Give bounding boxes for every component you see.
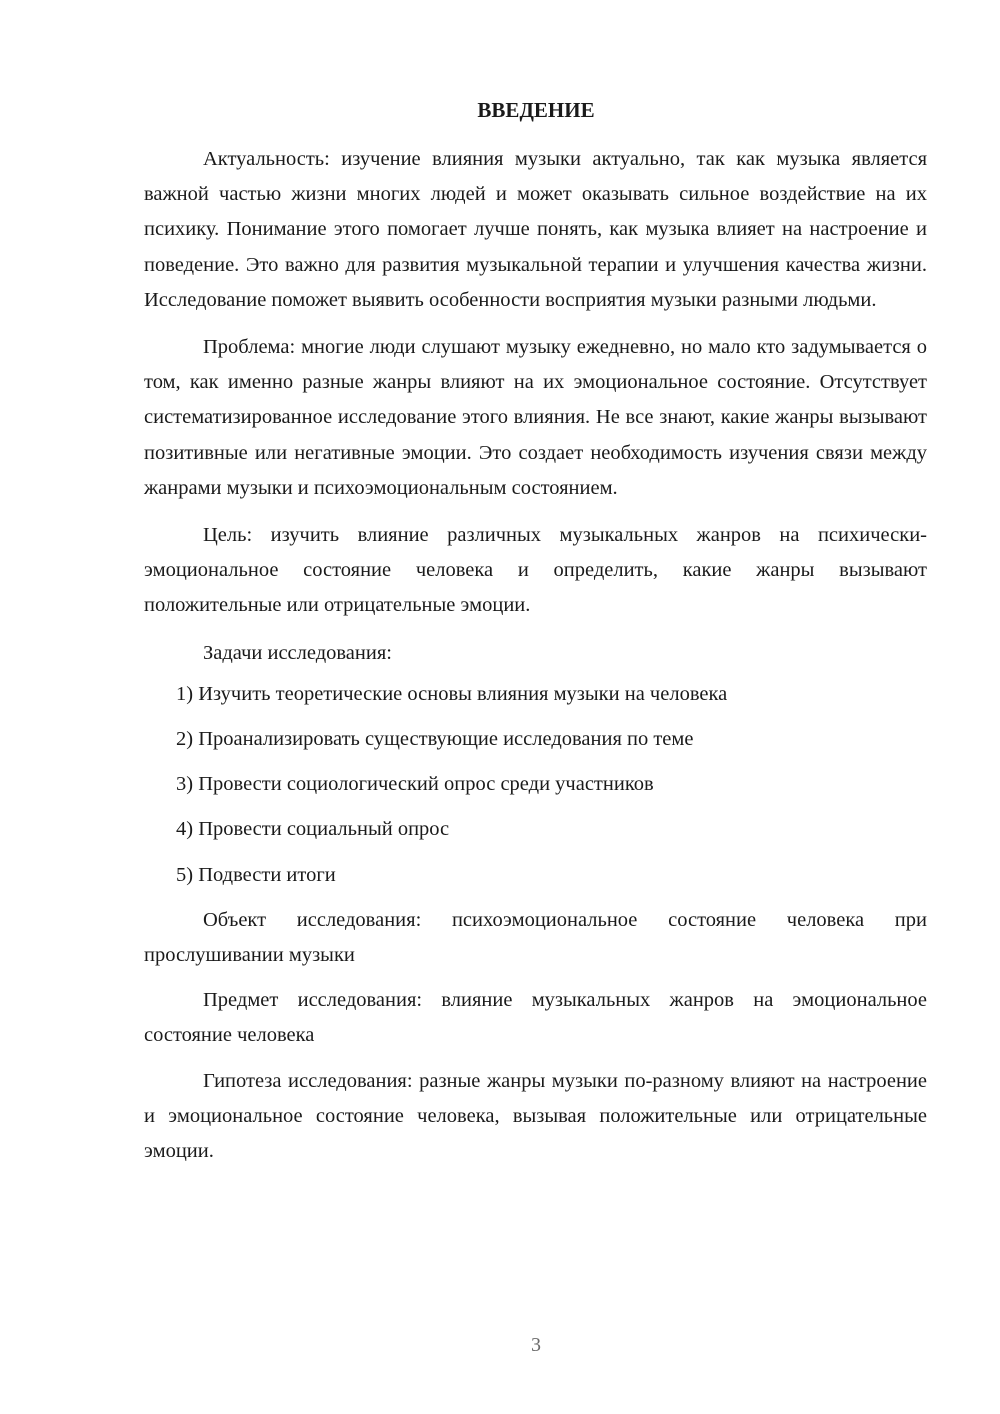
problem-paragraph: Проблема: многие люди слушают музыку ежедневно, но мало кто задумывается о том, как именно разные жанры влияют на их эмоциональное состояние. Отсутствует систематизированное исследование этого влияния. Не все знают, какие жанры вызывают позитивные или негативные эмоции. Это создает необходимость изучения связи между жанрами музыки и психоэмоциональным состоянием.: [144, 336, 927, 499]
list-item: 5) Подвести итоги: [176, 863, 336, 886]
relevance-paragraph: Актуальность: изучение влияния музыки актуально, так как музыка является важной частью жизни многих людей и может оказывать сильное воздействие на их психику. Понимание этого помогает лучше понять, как музыка влияет на настроение и поведение. Это важно для развития музыкальной терапии и улучшения качества жизни. Исследование поможет выявить особенности восприятия музыки разными людьми.: [144, 148, 927, 311]
page-number: 3: [531, 1334, 541, 1356]
list-item: 1) Изучить теоретические основы влияния музыки на человека: [176, 682, 728, 705]
tasks-list: [144, 677, 927, 893]
list-item: 2) Проанализировать существующие исследования по теме: [176, 728, 694, 751]
hypothesis-paragraph: Гипотеза исследования: разные жанры музыки по-разному влияют на настроение и эмоциональное состояние человека, вызывая положительные или отрицательные эмоции.: [144, 1069, 927, 1163]
document-body: [144, 142, 927, 1179]
list-item: 3) Провести социологический опрос среди участников: [176, 773, 654, 796]
object-paragraph: Объект исследования: психоэмоциональное состояние человека при прослушивании музыки: [144, 908, 927, 967]
goal-paragraph: Цель: изучить влияние различных музыкальных жанров на психически-эмоциональное состояние человека и определить, какие жанры вызывают положительные или отрицательные эмоции.: [144, 524, 927, 617]
page-title: ВВЕДЕНИЕ: [477, 98, 595, 122]
list-item: 4) Провести социальный опрос: [176, 818, 450, 841]
tasks-heading: Задачи исследования:: [203, 641, 392, 664]
subject-paragraph: Предмет исследования: влияние музыкальных жанров на эмоциональное состояние человека: [144, 989, 927, 1047]
